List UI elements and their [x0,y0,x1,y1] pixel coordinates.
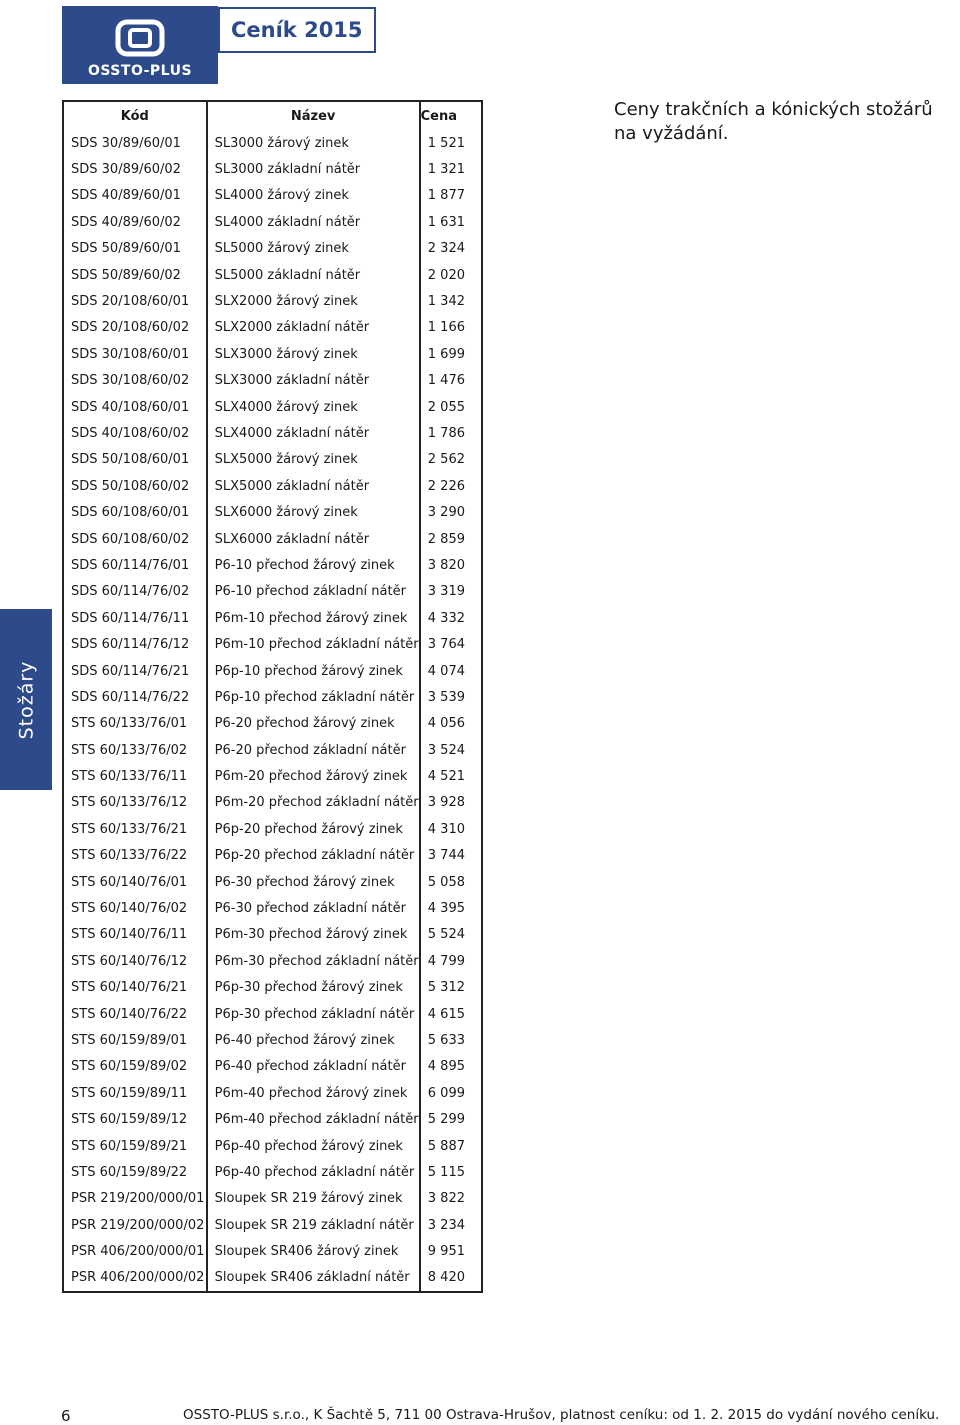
table-row [63,1159,482,1185]
cell-name: SL5000 žárový zinek [207,236,420,262]
cell-price: 2 055 [420,394,482,420]
cell-price: 1 166 [420,315,482,341]
cell-price: 3 744 [420,843,482,869]
table-header-row [63,101,482,130]
cell-price: 9 951 [420,1238,482,1264]
cell-name: P6p-40 přechod žárový zinek [207,1133,420,1159]
cell-code: PSR 219/200/000/02 [63,1212,207,1238]
cell-code: STS 60/140/76/11 [63,922,207,948]
cell-name: SL4000 žárový zinek [207,183,420,209]
table-row [63,315,482,341]
table-row [63,895,482,921]
page-title: Ceník 2015 [218,7,376,53]
header-name: Název [207,101,420,130]
cell-price: 5 524 [420,922,482,948]
price-table-body [63,130,482,1292]
table-row [63,499,482,525]
cell-code: SDS 40/108/60/02 [63,420,207,446]
cell-code: SDS 60/114/76/21 [63,658,207,684]
cell-name: P6m-40 přechod žárový zinek [207,1080,420,1106]
cell-name: SL5000 základní nátěr [207,262,420,288]
cell-price: 4 395 [420,895,482,921]
cell-code: SDS 40/89/60/01 [63,183,207,209]
cell-name: SLX2000 žárový zinek [207,288,420,314]
cell-code: SDS 40/89/60/02 [63,209,207,235]
page-number: 6 [61,1407,71,1425]
cell-price: 4 895 [420,1054,482,1080]
cell-price: 5 887 [420,1133,482,1159]
cell-name: P6m-20 přechod žárový zinek [207,763,420,789]
cell-code: STS 60/159/89/02 [63,1054,207,1080]
table-row [63,394,482,420]
cell-name: P6-30 přechod žárový zinek [207,869,420,895]
cell-code: SDS 60/114/76/22 [63,684,207,710]
cell-name: SLX4000 žárový zinek [207,394,420,420]
table-row [63,473,482,499]
table-row [63,790,482,816]
cell-price: 1 476 [420,368,482,394]
table-row [63,1106,482,1132]
table-row [63,1186,482,1212]
cell-price: 3 822 [420,1186,482,1212]
cell-price: 1 342 [420,288,482,314]
price-note: Ceny trakčních a kónických stožárů na vyžádání. [614,99,933,144]
cell-code: STS 60/133/76/02 [63,737,207,763]
cell-code: STS 60/159/89/01 [63,1027,207,1053]
cell-name: SLX5000 základní nátěr [207,473,420,499]
cell-name: P6m-20 přechod základní nátěr [207,790,420,816]
cell-price: 5 299 [420,1106,482,1132]
cell-code: SDS 60/114/76/02 [63,579,207,605]
cell-price: 1 321 [420,156,482,182]
cell-name: Sloupek SR406 žárový zinek [207,1238,420,1264]
cell-price: 3 319 [420,579,482,605]
cell-price: 1 521 [420,130,482,156]
cell-code: SDS 60/114/76/11 [63,605,207,631]
table-row [63,1080,482,1106]
cell-code: STS 60/140/76/02 [63,895,207,921]
table-row [63,156,482,182]
cell-code: STS 60/140/76/21 [63,975,207,1001]
cell-code: STS 60/133/76/22 [63,843,207,869]
cell-name: P6-10 přechod základní nátěr [207,579,420,605]
cell-name: SLX6000 žárový zinek [207,499,420,525]
cell-price: 1 631 [420,209,482,235]
table-row [63,368,482,394]
table-row [63,975,482,1001]
cell-code: STS 60/159/89/22 [63,1159,207,1185]
cell-name: P6p-20 přechod žárový zinek [207,816,420,842]
cell-name: SLX4000 základní nátěr [207,420,420,446]
cell-price: 4 310 [420,816,482,842]
cell-price: 4 074 [420,658,482,684]
cell-price: 8 420 [420,1265,482,1292]
cell-code: SDS 50/108/60/02 [63,473,207,499]
table-row [63,579,482,605]
cell-price: 3 539 [420,684,482,710]
cell-name: P6p-10 přechod žárový zinek [207,658,420,684]
cell-code: STS 60/140/76/12 [63,948,207,974]
cell-code: SDS 40/108/60/01 [63,394,207,420]
table-row [63,1027,482,1053]
cell-name: P6-10 přechod žárový zinek [207,552,420,578]
table-row [63,737,482,763]
table-row [63,816,482,842]
table-row [63,130,482,156]
cell-code: PSR 406/200/000/02 [63,1265,207,1292]
cell-name: SL3000 základní nátěr [207,156,420,182]
ossto-ring-icon [115,19,165,57]
cell-code: SDS 30/89/60/02 [63,156,207,182]
table-row [63,658,482,684]
cell-code: STS 60/133/76/12 [63,790,207,816]
table-row [63,763,482,789]
cell-price: 2 020 [420,262,482,288]
cell-code: SDS 20/108/60/01 [63,288,207,314]
company-logo [62,6,218,84]
price-table [62,100,483,1293]
cell-name: P6m-10 přechod základní nátěr [207,631,420,657]
cell-price: 3 290 [420,499,482,525]
cell-code: SDS 50/89/60/02 [63,262,207,288]
cell-price: 4 332 [420,605,482,631]
cell-price: 4 056 [420,711,482,737]
cell-price: 2 859 [420,526,482,552]
cell-name: P6p-40 přechod základní nátěr [207,1159,420,1185]
header-code: Kód [63,101,207,130]
cell-price: 6 099 [420,1080,482,1106]
cell-price: 1 877 [420,183,482,209]
cell-name: P6p-30 přechod základní nátěr [207,1001,420,1027]
cell-price: 1 786 [420,420,482,446]
cell-name: SLX3000 žárový zinek [207,341,420,367]
cell-code: SDS 60/108/60/02 [63,526,207,552]
section-tab-label: Stožáry [15,660,37,739]
cell-code: PSR 406/200/000/01 [63,1238,207,1264]
cell-code: SDS 60/108/60/01 [63,499,207,525]
logo-text: OSSTO-PLUS [87,63,193,79]
cell-price: 3 928 [420,790,482,816]
cell-code: STS 60/133/76/21 [63,816,207,842]
cell-code: STS 60/159/89/12 [63,1106,207,1132]
table-row [63,447,482,473]
footer-text: OSSTO-PLUS s.r.o., K Šachtě 5, 711 00 Ostrava-Hrušov, platnost ceníku: od 1. 2. 2015 do vydání nového ceníku. [183,1407,940,1423]
cell-name: P6m-30 přechod základní nátěr [207,948,420,974]
cell-price: 2 226 [420,473,482,499]
cell-name: SLX6000 základní nátěr [207,526,420,552]
cell-code: SDS 30/89/60/01 [63,130,207,156]
cell-name: P6-40 přechod základní nátěr [207,1054,420,1080]
cell-price: 3 524 [420,737,482,763]
table-row [63,1265,482,1292]
cell-name: SLX3000 základní nátěr [207,368,420,394]
cell-name: P6m-40 přechod základní nátěr [207,1106,420,1132]
table-row [63,552,482,578]
cell-price: 2 324 [420,236,482,262]
cell-name: P6-20 přechod žárový zinek [207,711,420,737]
cell-code: PSR 219/200/000/01 [63,1186,207,1212]
table-row [63,605,482,631]
table-row [63,843,482,869]
cell-price: 4 521 [420,763,482,789]
cell-code: STS 60/133/76/11 [63,763,207,789]
table-row [63,1133,482,1159]
cell-code: STS 60/140/76/01 [63,869,207,895]
section-tab [0,609,52,790]
cell-code: SDS 50/108/60/01 [63,447,207,473]
cell-code: STS 60/159/89/11 [63,1080,207,1106]
table-row [63,869,482,895]
cell-price: 1 699 [420,341,482,367]
table-row [63,236,482,262]
table-row [63,420,482,446]
cell-name: Sloupek SR 219 žárový zinek [207,1186,420,1212]
table-row [63,1001,482,1027]
cell-code: SDS 60/114/76/01 [63,552,207,578]
table-row [63,262,482,288]
cell-name: Sloupek SR406 základní nátěr [207,1265,420,1292]
table-row [63,948,482,974]
cell-price: 3 234 [420,1212,482,1238]
table-row [63,1054,482,1080]
cell-name: P6-20 přechod základní nátěr [207,737,420,763]
table-row [63,631,482,657]
table-row [63,183,482,209]
cell-code: STS 60/133/76/01 [63,711,207,737]
cell-code: SDS 60/114/76/12 [63,631,207,657]
cell-price: 2 562 [420,447,482,473]
table-row [63,288,482,314]
cell-code: STS 60/140/76/22 [63,1001,207,1027]
cell-name: SL4000 základní nátěr [207,209,420,235]
cell-price: 3 764 [420,631,482,657]
cell-price: 4 615 [420,1001,482,1027]
cell-name: SL3000 žárový zinek [207,130,420,156]
cell-name: Sloupek SR 219 základní nátěr [207,1212,420,1238]
cell-name: P6p-30 přechod žárový zinek [207,975,420,1001]
cell-price: 4 799 [420,948,482,974]
cell-price: 3 820 [420,552,482,578]
cell-price: 5 312 [420,975,482,1001]
table-row [63,711,482,737]
table-row [63,526,482,552]
cell-name: P6p-20 přechod základní nátěr [207,843,420,869]
table-row [63,341,482,367]
cell-code: STS 60/159/89/21 [63,1133,207,1159]
cell-code: SDS 30/108/60/01 [63,341,207,367]
table-row [63,922,482,948]
cell-code: SDS 50/89/60/01 [63,236,207,262]
cell-name: SLX5000 žárový zinek [207,447,420,473]
cell-price: 5 115 [420,1159,482,1185]
header-price: Cena [420,101,482,130]
cell-name: P6m-30 přechod žárový zinek [207,922,420,948]
cell-code: SDS 30/108/60/02 [63,368,207,394]
table-row [63,1238,482,1264]
cell-name: SLX2000 základní nátěr [207,315,420,341]
cell-price: 5 058 [420,869,482,895]
cell-name: P6-30 přechod základní nátěr [207,895,420,921]
cell-price: 5 633 [420,1027,482,1053]
cell-name: P6-40 přechod žárový zinek [207,1027,420,1053]
cell-name: P6m-10 přechod žárový zinek [207,605,420,631]
cell-name: P6p-10 přechod základní nátěr [207,684,420,710]
table-row [63,684,482,710]
table-row [63,209,482,235]
cell-code: SDS 20/108/60/02 [63,315,207,341]
table-row [63,1212,482,1238]
